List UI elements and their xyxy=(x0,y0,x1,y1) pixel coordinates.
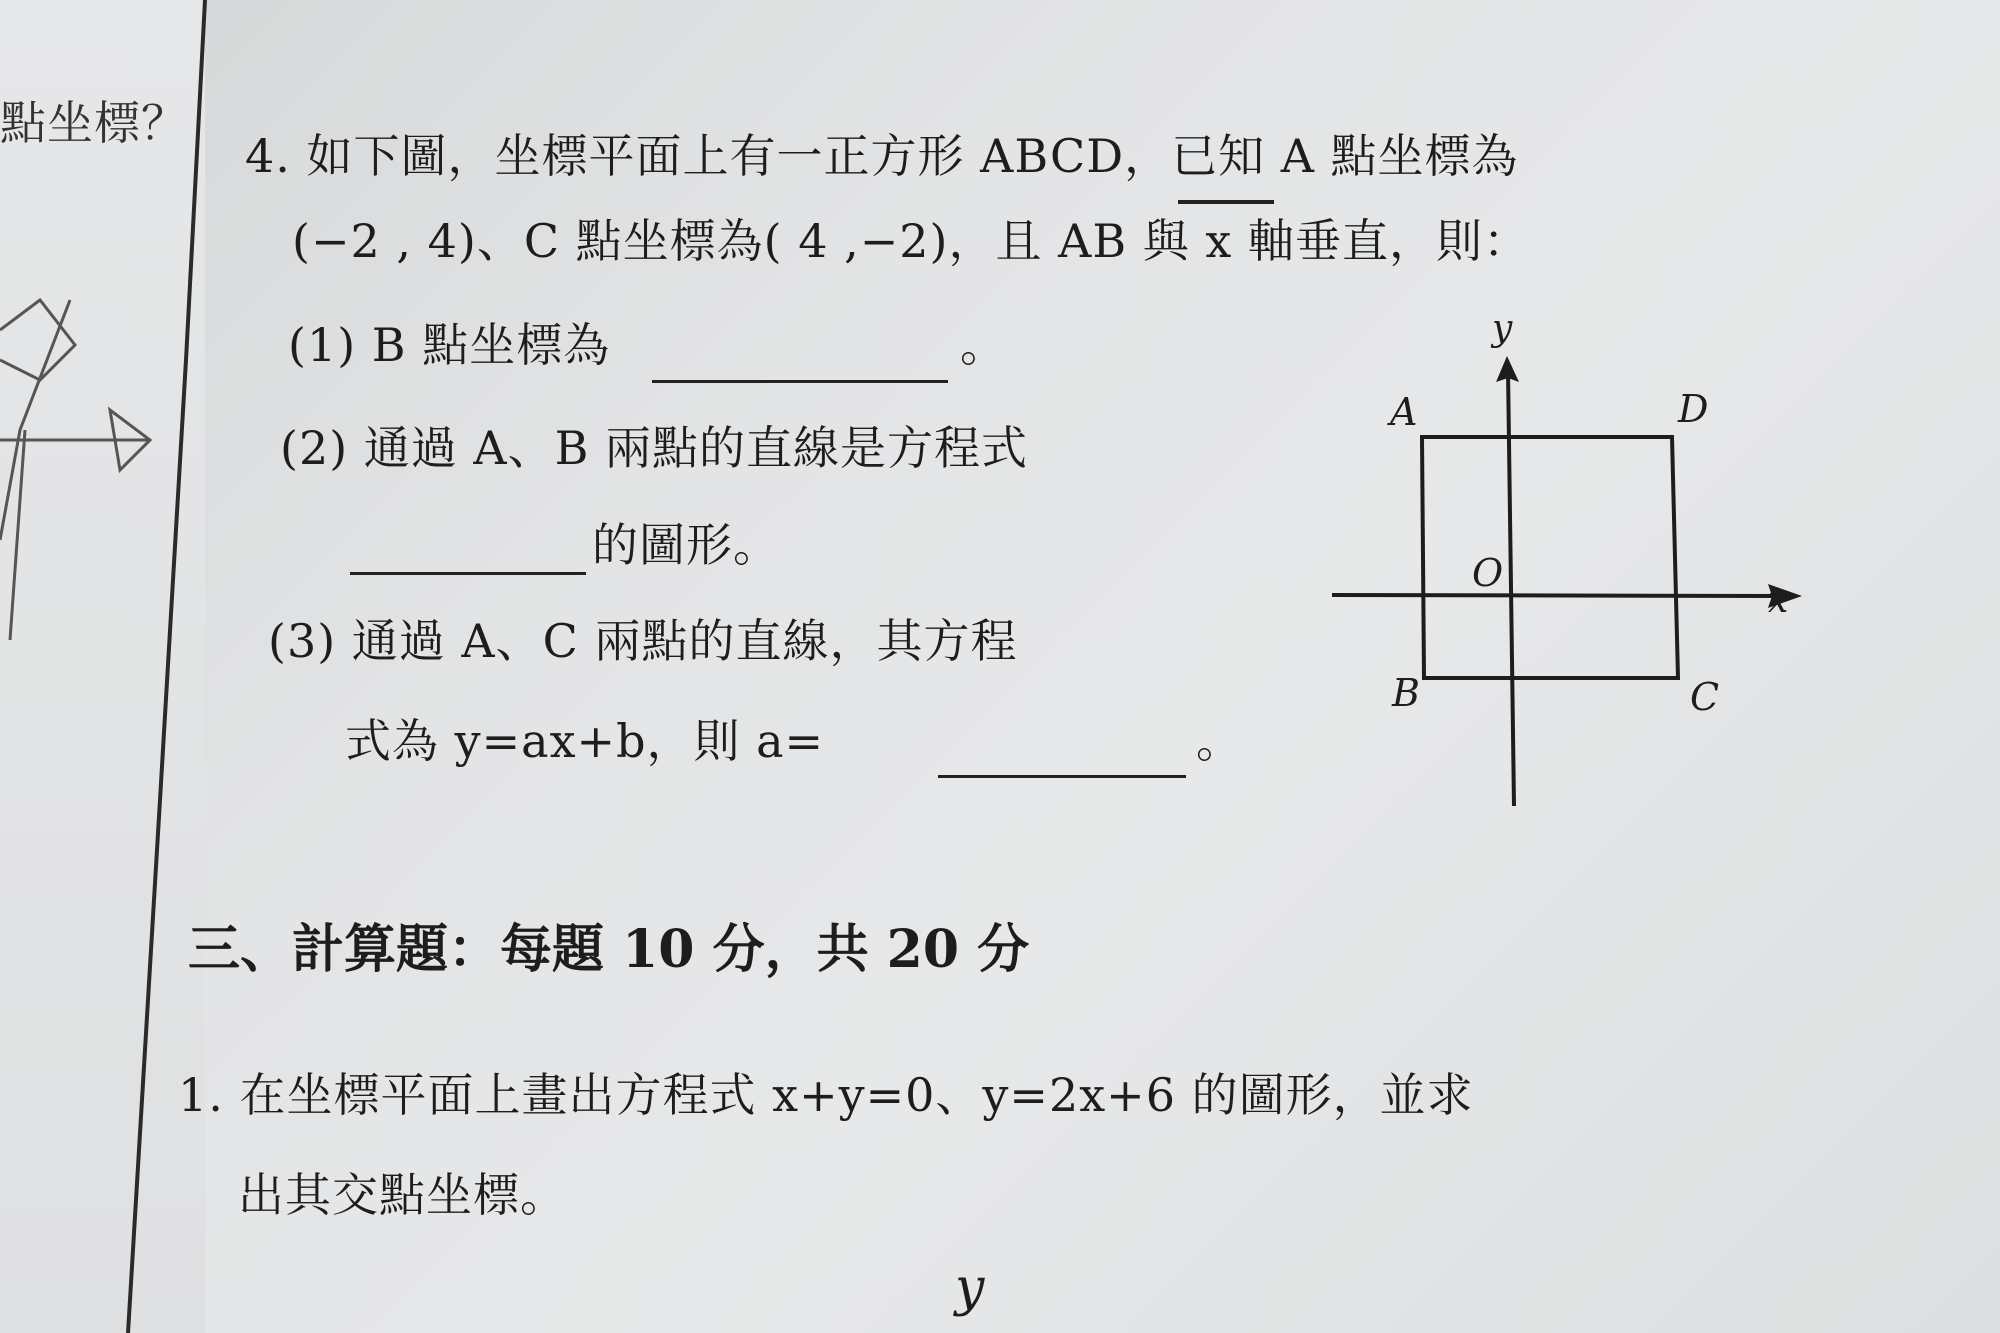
part1-answer-blank[interactable] xyxy=(652,380,948,383)
q4-part2-line2: 的圖形。 xyxy=(592,518,780,572)
q1-line1: 1. 在坐標平面上畫出方程式 x+y=0、y=2x+6 的圖形，並求 xyxy=(178,1068,1474,1122)
q4-part3-line2: 式為 y=ax+b，則 a= xyxy=(345,714,825,768)
q4-part3-line1: (3) 通過 A、C 兩點的直線，其方程 xyxy=(268,614,1018,668)
figure-point-b: B xyxy=(1392,671,1420,715)
part2-answer-blank[interactable] xyxy=(350,572,586,575)
figure-x-label: x xyxy=(1768,580,1789,621)
margin-fragment-text: 點坐標？ xyxy=(0,96,188,150)
left-page xyxy=(0,0,205,1333)
square-figure xyxy=(1320,310,1820,820)
ab-overline xyxy=(1178,200,1274,204)
section3-heading: 三、計算題：每題 10 分，共 20 分 xyxy=(188,919,1030,980)
q4-part3-end: 。 xyxy=(1196,714,1243,768)
figure-point-c: C xyxy=(1690,675,1720,719)
q1-line2: 出其交點坐標。 xyxy=(238,1168,567,1222)
q4-part1-label: (1) B 點坐標為 xyxy=(288,318,611,372)
x-axis xyxy=(1332,595,1780,596)
q1-axis-y-label: y xyxy=(955,1258,985,1318)
square-abcd xyxy=(1422,437,1678,678)
figure-origin-label: O xyxy=(1472,551,1504,595)
figure-point-a: A xyxy=(1390,390,1418,434)
figure-y-label: y xyxy=(1492,310,1513,349)
q4-line1: 4. 如下圖，坐標平面上有一正方形 ABCD，已知 A 點坐標為 xyxy=(245,129,1519,183)
q4-part1-end: 。 xyxy=(960,318,1007,372)
y-axis-arrow xyxy=(1496,356,1519,382)
figure-point-d: D xyxy=(1678,387,1709,431)
q4-part2-line1: (2) 通過 A、B 兩點的直線是方程式 xyxy=(280,421,1029,475)
q4-line2: (−2 , 4)、C 點坐標為( 4 ,−2)，且 AB 與 x 軸垂直，則： xyxy=(292,214,1530,268)
part3-answer-blank[interactable] xyxy=(938,775,1186,778)
